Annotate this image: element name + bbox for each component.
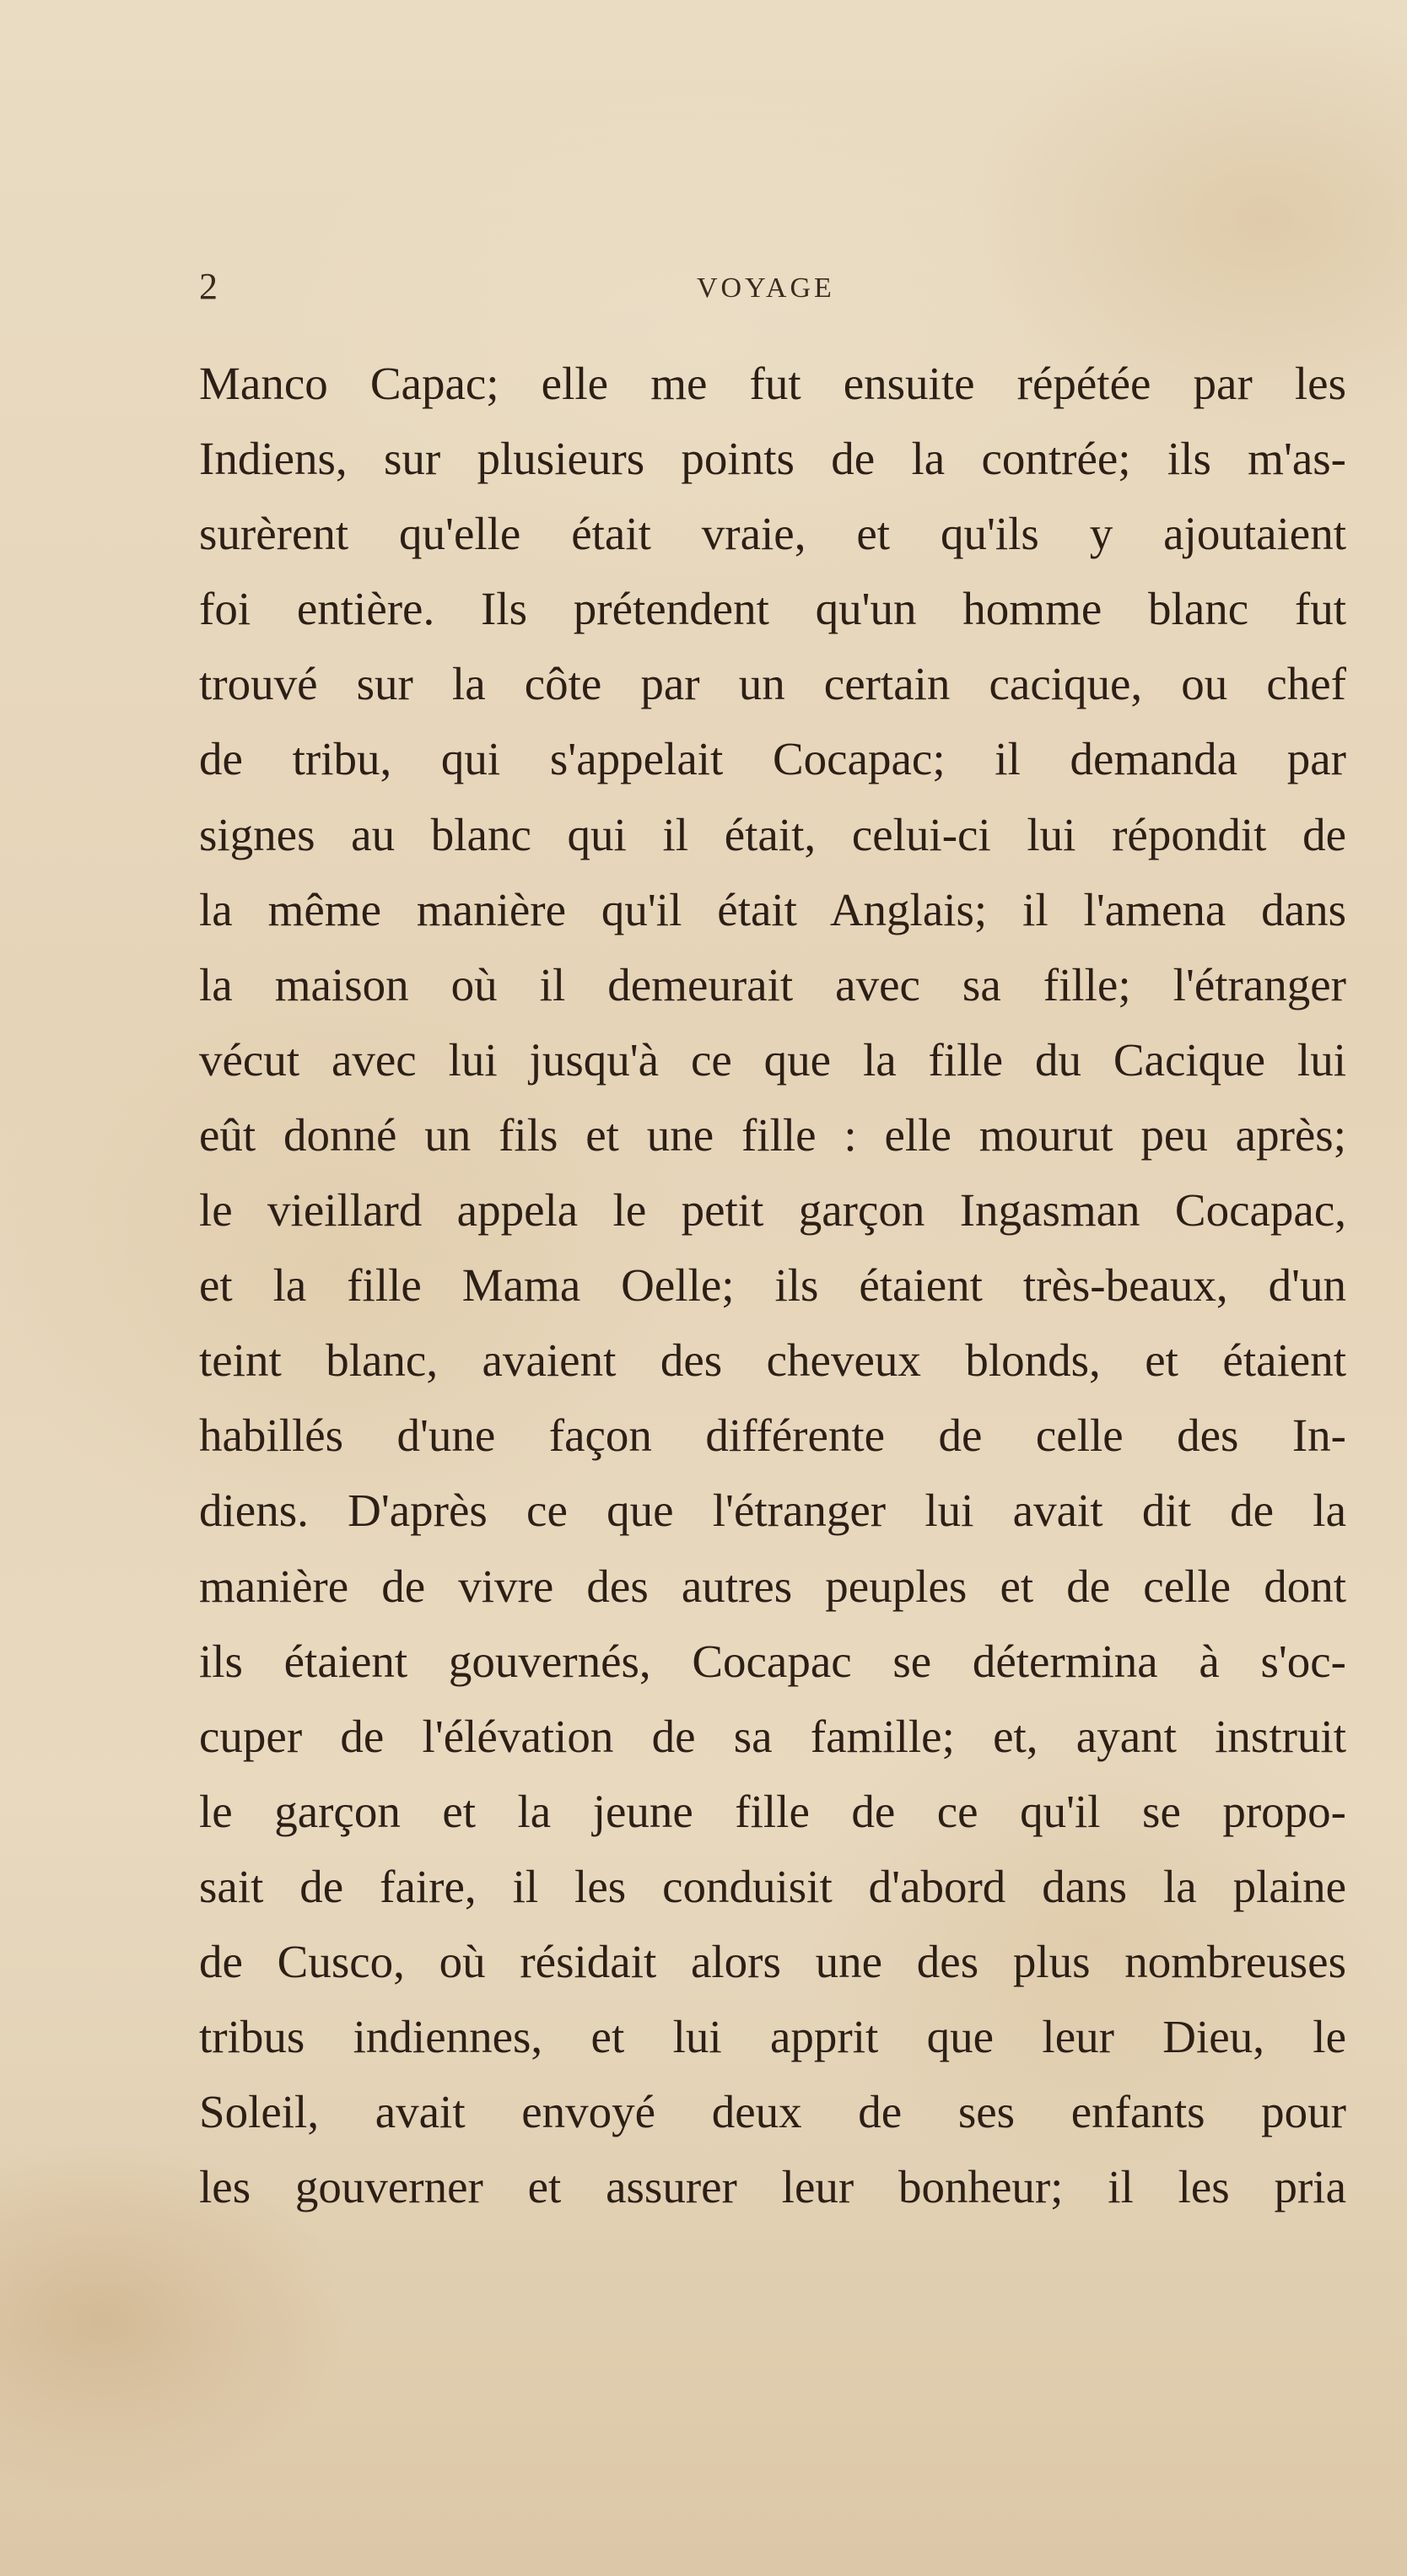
text-line: tribus indiennes, et lui apprit que leur Dieu, le [199,2011,1346,2063]
text-line: le garçon et la jeune fille de ce qu'il se propo- [199,1785,1346,1837]
text-line: le vieillard appela le petit garçon Ingasman Cocapac, [199,1184,1346,1237]
text-line: trouvé sur la côte par un certain cacique, ou chef [199,658,1346,710]
running-title: VOYAGE [697,272,835,304]
text-line: diens. D'après ce que l'étranger lui avait dit de la [199,1485,1346,1537]
text-line: teint blanc, avaient des cheveux blonds, et étaient [199,1334,1346,1387]
text-line: habillés d'une façon différente de celle des In- [199,1409,1346,1462]
text-line: eût donné un fils et une fille : elle mourut peu après; [199,1108,1346,1161]
text-line: signes au blanc qui il était, celui-ci lui répondit de [199,808,1346,860]
running-header [199,265,1346,309]
text-line: et la fille Mama Oelle; ils étaient très-beaux, d'un [199,1259,1346,1312]
text-line: ils étaient gouvernés, Cocapac se détermina à s'oc- [199,1635,1346,1687]
text-line: manière de vivre des autres peuples et de celle dont [199,1560,1346,1612]
text-line: la même manière qu'il était Anglais; il l'amena dans [199,883,1346,935]
text-line: de Cusco, où résidait alors une des plus nombreuses [199,1935,1346,1987]
text-line: la maison où il demeurait avec sa fille; l'étranger [199,958,1346,1010]
text-line: Soleil, avait envoyé deux de ses enfants pour [199,2086,1346,2138]
text-line: les gouverner et assurer leur bonheur; il les pria [199,2161,1346,2213]
text-line: foi entière. Ils prétendent qu'un homme blanc fut [199,583,1346,635]
text-line: surèrent qu'elle était vraie, et qu'ils y ajoutaient [199,508,1346,560]
text-line: Indiens, sur plusieurs points de la contrée; ils m'as- [199,433,1346,485]
text-line: cuper de l'élévation de sa famille; et, ayant instruit [199,1710,1346,1762]
text-line: sait de faire, il les conduisit d'abord dans la plaine [199,1860,1346,1912]
body-text [199,346,1346,2224]
page-number: 2 [199,266,218,307]
text-line: vécut avec lui jusqu'à ce que la fille du Cacique lui [199,1033,1346,1086]
text-line: de tribu, qui s'appelait Cocapac; il demanda par [199,733,1346,785]
text-line: Manco Capac; elle me fut ensuite répétée par les [199,358,1346,409]
